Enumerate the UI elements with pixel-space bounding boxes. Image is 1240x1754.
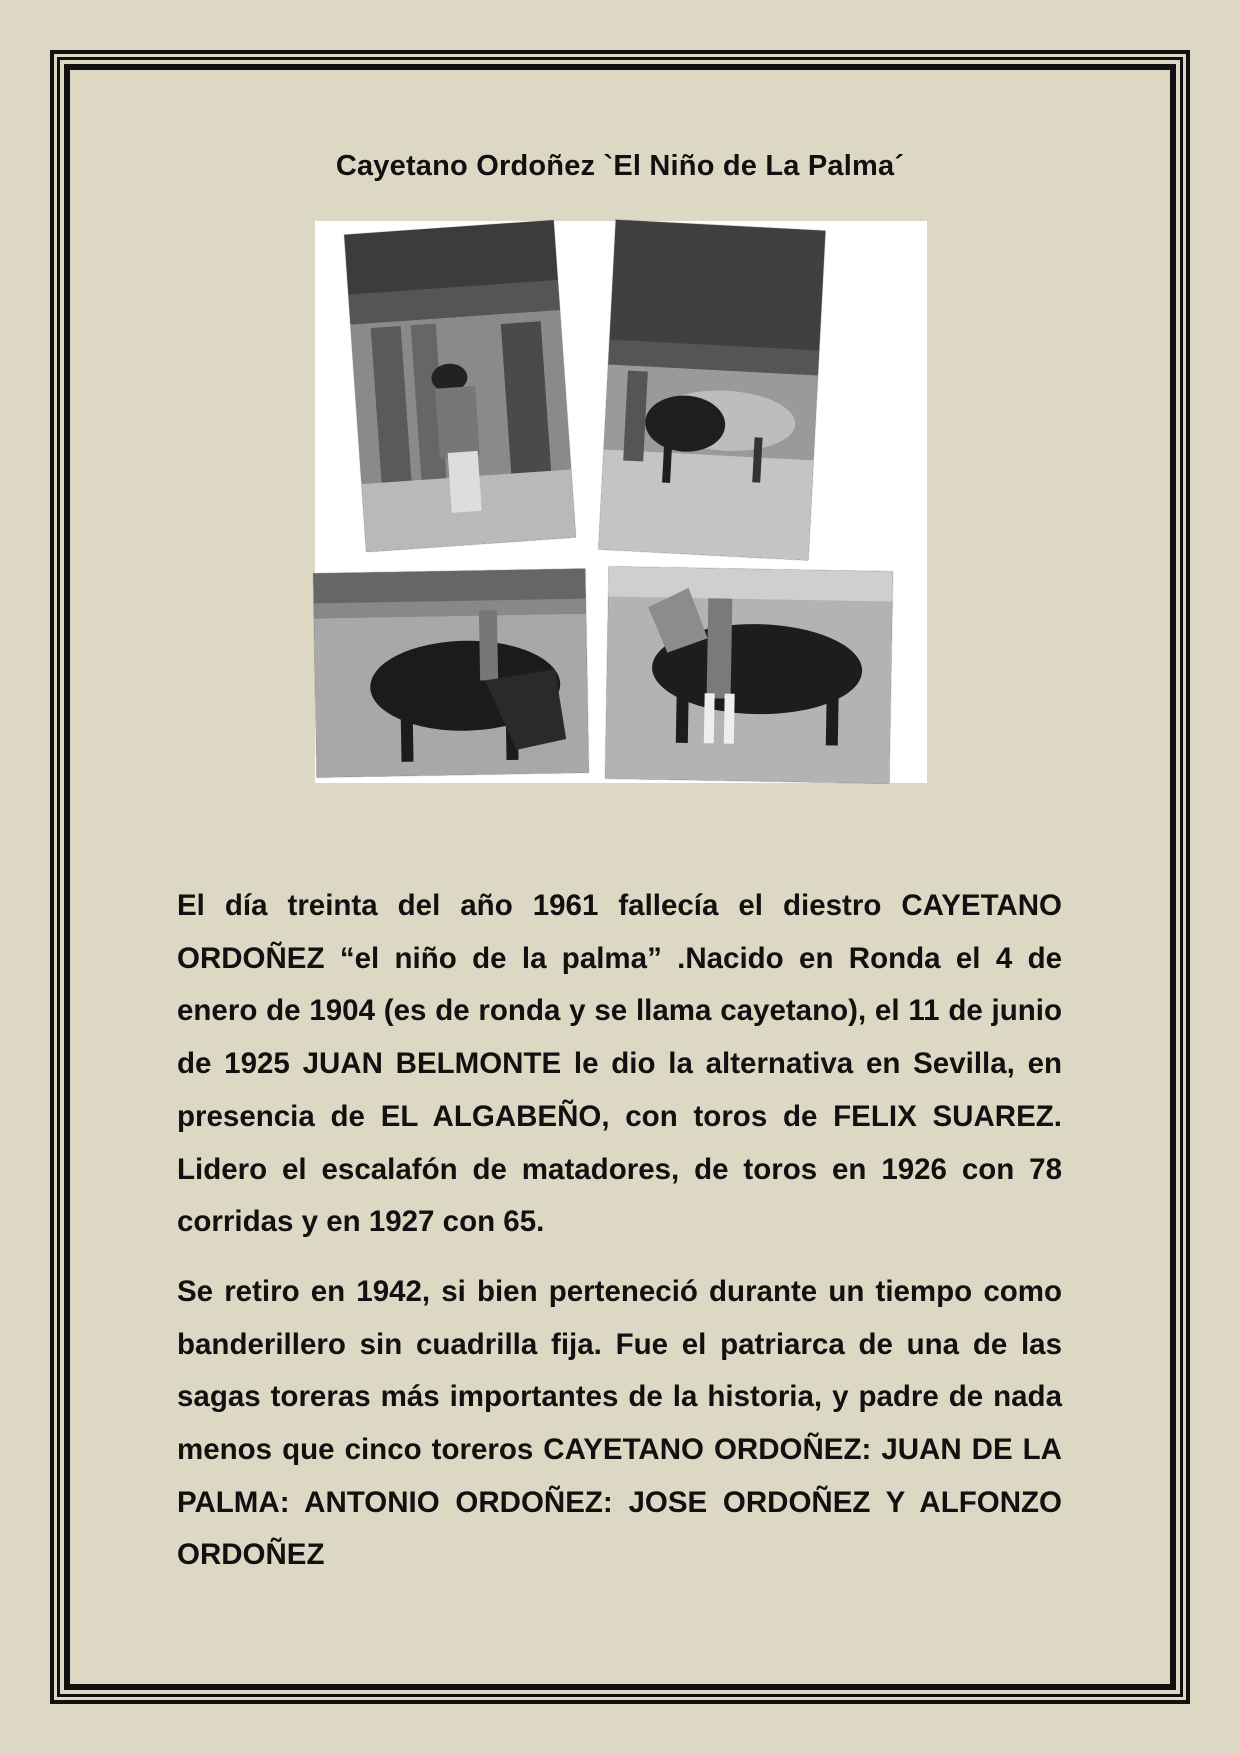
- article-body: [177, 880, 1062, 1599]
- photo-collage: [315, 221, 927, 783]
- torero-cape-pass-photo: [605, 567, 893, 784]
- paragraph: Se retiro en 1942, si bien perteneció durante un tiempo como banderillero sin cuadrilla fija. Fue el patriarca de una de las sagas toreras más importantes de la historia, y padre de nada menos que cinco toreros CAYETANO ORDOÑEZ: JUAN DE LA PALMA: ANTONIO ORDOÑEZ: JOSE ORDOÑEZ Y ALFONZO ORDOÑEZ: [177, 1274, 1062, 1572]
- bull-charging-photo: [599, 220, 826, 561]
- paragraph: El día treinta del año 1961 fallecía el diestro CAYETANO ORDOÑEZ “el niño de la palma” .Nacido en Ronda el 4 de enero de 1904 (es de ronda y se llama cayetano), el 11 de junio de 1925 JUAN BELMONTE le dio la alternativa en Sevilla, en presencia de EL ALGABEÑO, con toros de FELIX SUAREZ. Lidero el escalafón de matadores, de toros en 1926 con 78 corridas y en 1927 con 65.: [177, 889, 1062, 1239]
- page-title: Cayetano Ordoñez `El Niño de La Palma´: [335, 150, 905, 182]
- seated-torero-photo: [344, 220, 576, 552]
- torero-pass-photo: [313, 569, 589, 778]
